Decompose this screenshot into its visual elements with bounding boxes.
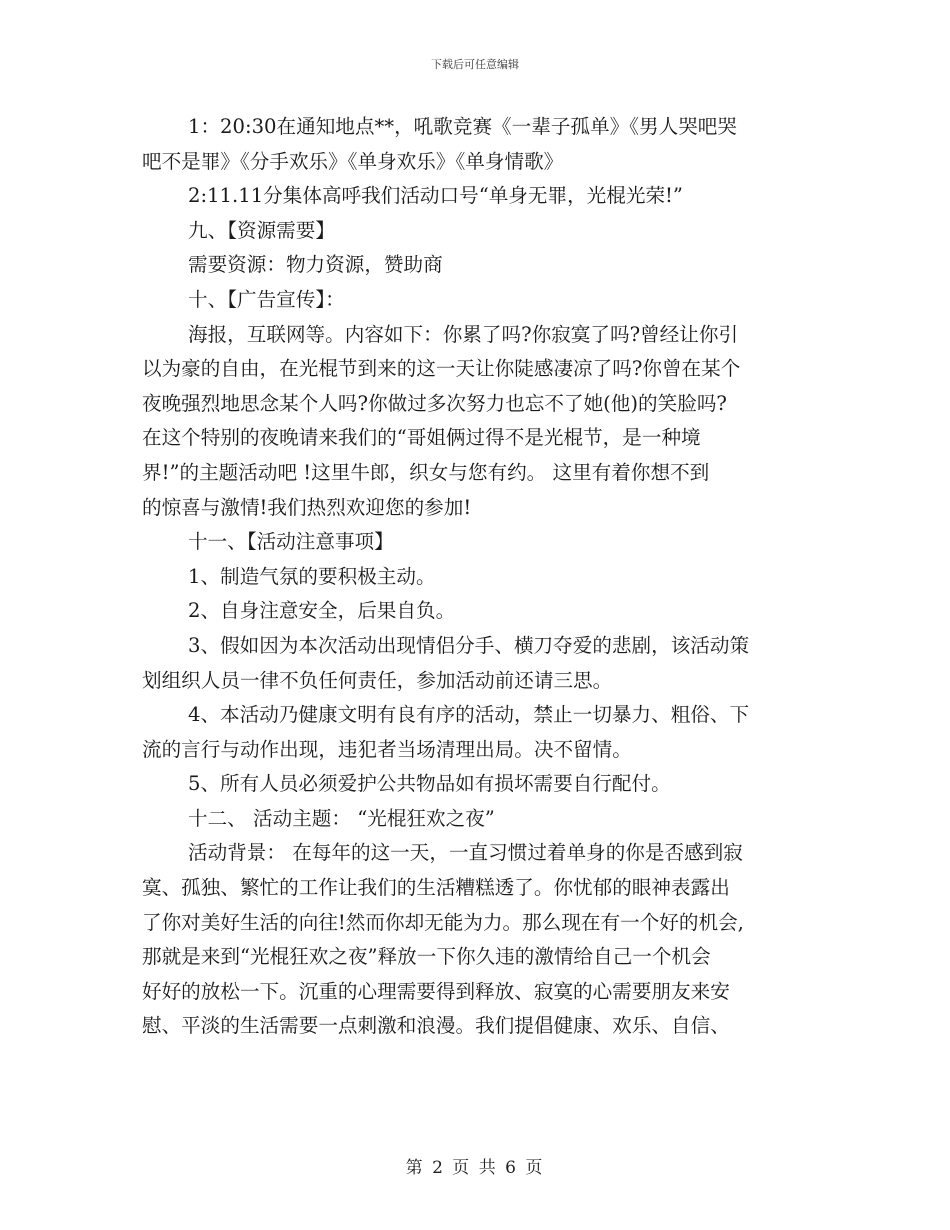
text-line: 3、假如因为本次活动出现情侣分手、横刀夺爱的悲剧，该活动策 [188, 633, 750, 657]
text-line: 了你对美好生活的向往!然而你却无能为力。那么现在有一个好的机会, [142, 910, 744, 934]
text-line: 以为豪的自由，在光棍节到来的这一天让你陡感凄凉了吗?你曾在某个 [142, 357, 741, 381]
text-line: 1、制造气氛的要积极主动。 [188, 564, 436, 588]
text-line: 的惊喜与激情!我们热烈欢迎您的参加! [142, 495, 472, 519]
text-line: 吧不是罪》《分手欢乐》《单身欢乐》《单身情歌》 [142, 149, 564, 173]
text-line: 好好的放松一下。沉重的心理需要得到释放、寂寞的心需要朋友来安 [142, 979, 730, 1003]
text-line: 界!”的主题活动吧 !这里牛郎，织女与您有约。 这里有着你想不到 [142, 460, 710, 484]
text-line: 2:11.11分集体高呼我们活动口号“单身无罪，光棍光荣!” [188, 184, 683, 208]
text-line: 划组织人员一律不负任何责任，参加活动前还请三思。 [142, 668, 613, 692]
header-note: 下载后可任意编辑 [431, 58, 519, 71]
page-number-footer: 第 2 页 共 6 页 [405, 1158, 545, 1178]
text-line: 那就是来到“光棍狂欢之夜”释放一下你久违的激情给自己一个机会 [142, 945, 711, 969]
text-line: 2、自身注意安全，后果自负。 [188, 599, 456, 623]
text-line: 1：20:30在通知地点**，吼歌竞赛《一辈子孤单》《男人哭吧哭 [188, 115, 737, 138]
text-line: 5、所有人员必须爱护公共物品如有损坏需要自行配付。 [188, 772, 671, 796]
section-heading: 十、【广告宣传】： [188, 287, 345, 311]
section-heading: 十一、【活动注意事项】 [188, 530, 394, 554]
text-line: 4、本活动乃健康文明有良有序的活动，禁止一切暴力、粗俗、下 [188, 703, 750, 727]
section-heading: 九、【资源需要】 [188, 218, 335, 242]
text-line: 夜晚强烈地思念某个人吗?你做过多次努力也忘不了她(他)的笑脸吗? [142, 391, 727, 415]
text-line: 寞、孤独、繁忙的工作让我们的生活糟糕透了。你忧郁的眼神表露出 [142, 876, 730, 900]
text-line: 活动背景： 在每年的这一天，一直习惯过着单身的你是否感到寂 [188, 841, 743, 865]
text-line: 在这个特别的夜晚请来我们的“哥姐俩过得不是光棍节，是一种境 [142, 426, 701, 450]
document-body [142, 110, 814, 1044]
text-line: 需要资源：物力资源，赞助商 [188, 253, 443, 277]
text-line: 海报，互联网等。内容如下：你累了吗?你寂寞了吗?曾经让你引 [188, 322, 739, 346]
section-heading: 十二、 活动主题： “光棍狂欢之夜” [188, 806, 495, 830]
body-text [142, 110, 814, 1044]
text-line: 慰、平淡的生活需要一点刺激和浪漫。我们提倡健康、欢乐、自信、 [142, 1014, 730, 1038]
text-line: 流的言行与动作出现，违犯者当场清理出局。决不留情。 [142, 737, 632, 761]
